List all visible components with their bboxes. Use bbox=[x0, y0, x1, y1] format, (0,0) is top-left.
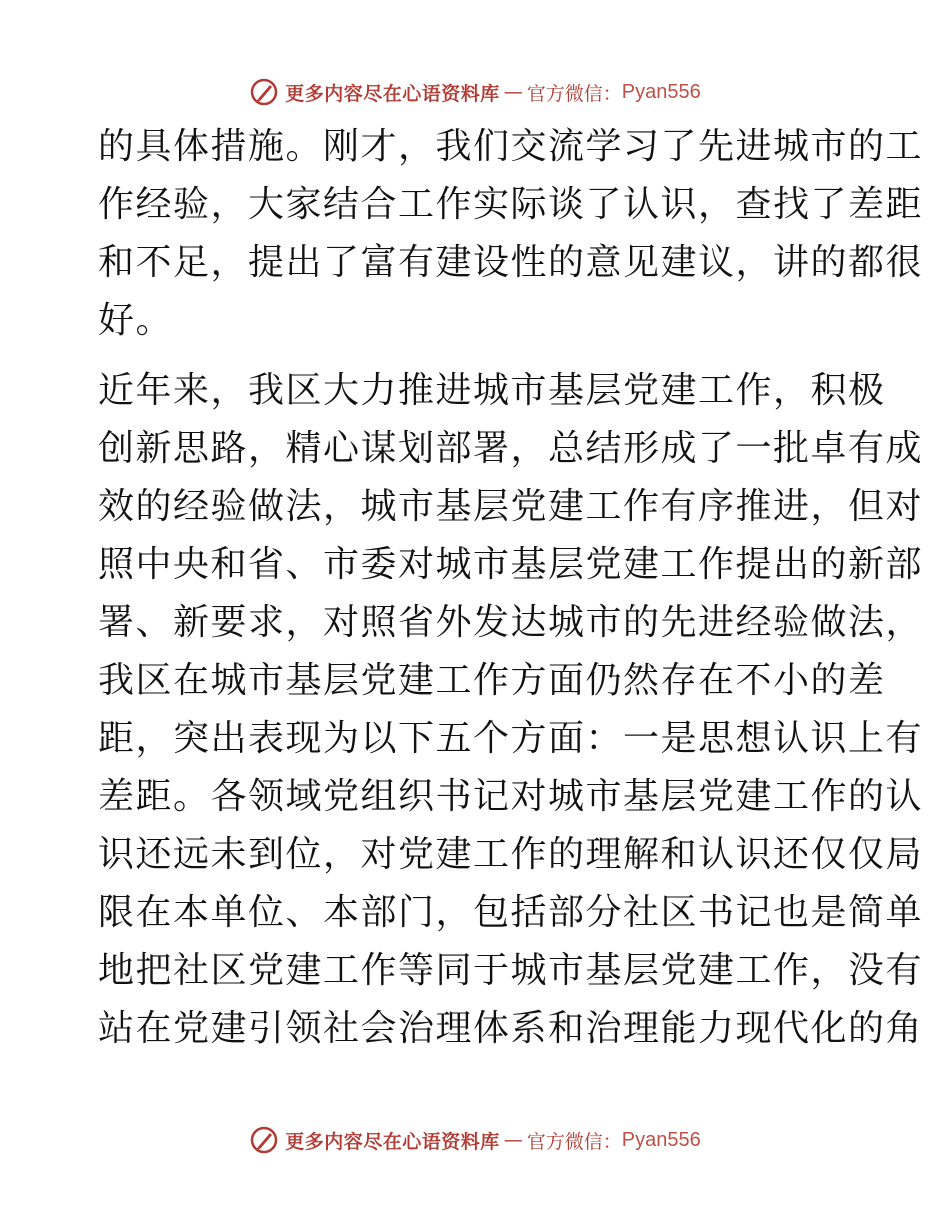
pen-logo-icon bbox=[249, 1125, 279, 1155]
text-line: 站在党建引领社会治理体系和治理能力现代化的角 bbox=[98, 1008, 924, 1049]
text-line: 差距。各领域党组织书记对城市基层党建工作的认 bbox=[98, 776, 924, 817]
header-banner-wechat-id: Pyan556 bbox=[621, 80, 701, 103]
text-line: 效的经验做法，城市基层党建工作有序推进，但对 bbox=[98, 486, 924, 527]
text-line: 距，突出表现为以下五个方面：一是思想认识上有 bbox=[98, 718, 924, 759]
footer-banner-wechat-id: Pyan556 bbox=[621, 1128, 701, 1151]
text-line: 照中央和省、市委对城市基层党建工作提出的新部 bbox=[98, 544, 924, 585]
header-banner-main: 更多内容尽在心语资料库 bbox=[285, 82, 500, 105]
text-line: 好。 bbox=[98, 300, 174, 341]
footer-watermark-banner bbox=[0, 1120, 950, 1160]
footer-banner-sub: 官方微信： bbox=[526, 1130, 622, 1153]
text-line: 我区在城市基层党建工作方面仍然存在不小的差 bbox=[98, 660, 886, 701]
paragraph-2 bbox=[98, 362, 924, 1058]
text-line: 地把社区党建工作等同于城市基层党建工作，没有 bbox=[98, 950, 924, 991]
footer-banner-dash: — bbox=[503, 1129, 523, 1151]
text-line: 的具体措施。刚才，我们交流学习了先进城市的工 bbox=[98, 126, 924, 167]
text-line: 限在本单位、本部门，包括部分社区书记也是简单 bbox=[98, 892, 924, 933]
document-body bbox=[98, 118, 924, 1058]
text-line: 署、新要求，对照省外发达城市的先进经验做法， bbox=[98, 602, 924, 643]
text-line: 和不足，提出了富有建设性的意见建议，讲的都很 bbox=[98, 242, 924, 283]
text-line: 近年来，我区大力推进城市基层党建工作，积极 bbox=[98, 370, 886, 411]
text-line: 创新思路，精心谋划部署，总结形成了一批卓有成 bbox=[98, 428, 924, 469]
paragraph-1 bbox=[98, 118, 924, 350]
header-banner-sub: 官方微信： bbox=[526, 82, 622, 105]
pen-logo-icon bbox=[249, 77, 279, 107]
text-line: 作经验，大家结合工作实际谈了认识，查找了差距 bbox=[98, 184, 924, 225]
footer-banner-main: 更多内容尽在心语资料库 bbox=[285, 1130, 500, 1153]
header-banner-dash: — bbox=[503, 81, 523, 103]
header-watermark-banner bbox=[0, 72, 950, 112]
text-line: 识还远未到位，对党建工作的理解和认识还仅仅局 bbox=[98, 834, 924, 875]
